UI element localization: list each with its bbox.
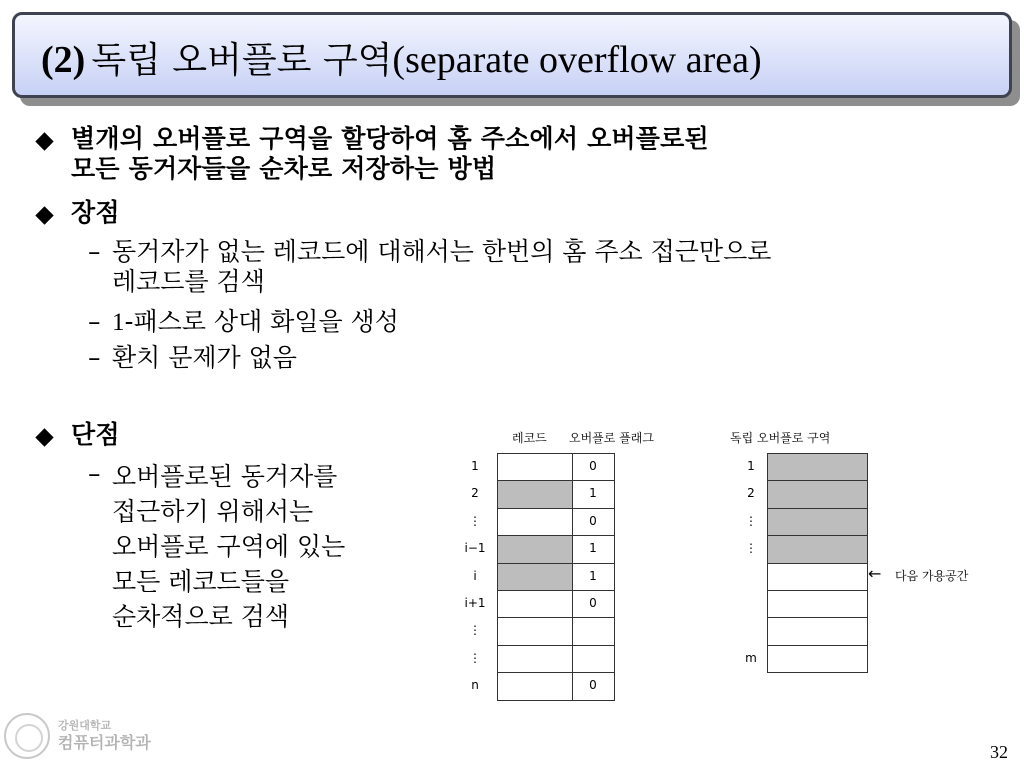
- overflow-flag-caption: 오버플로 플래그: [569, 431, 654, 445]
- university-seal-icon: [4, 713, 50, 759]
- row-label: ⋮: [469, 623, 481, 638]
- advantages-heading: 장점: [71, 198, 120, 227]
- row-label: 2: [471, 486, 479, 501]
- flag-value: 1: [589, 486, 597, 501]
- diamond-bullet-icon: [35, 206, 53, 224]
- disadvantage-line: 오버플로된 동거자를: [112, 462, 338, 491]
- record-cell: [497, 453, 573, 481]
- row-label: 1: [471, 459, 479, 473]
- overflow-cell: [767, 563, 868, 591]
- disadvantage-line: 오버플로 구역에 있는: [112, 532, 346, 561]
- flag-value: 0: [589, 596, 597, 610]
- record-cell: [497, 645, 573, 673]
- diamond-bullet-icon: [35, 132, 53, 150]
- row-label: i+1: [464, 596, 486, 610]
- dash-bullet: –: [88, 459, 101, 488]
- row-label: ⋮: [745, 541, 757, 556]
- record-cell: [497, 672, 573, 700]
- bullet-disadvantages: [38, 420, 120, 450]
- logo-department-name: 컴퓨터과학과: [58, 733, 151, 752]
- disadvantages-heading: 단점: [71, 420, 120, 449]
- flag-value: 0: [589, 513, 597, 528]
- disadvantage-line: 순차적으로 검색: [112, 602, 289, 631]
- bullet-main-text: 별개의 오버플로 구역을 할당하여 홈 주소에서 오버플로된 모든 동거자들을 순차로 저장하는 방법: [71, 124, 709, 183]
- row-label: n: [471, 678, 479, 693]
- flag-cell: [572, 617, 615, 645]
- flag-value: 0: [589, 678, 597, 693]
- advantage-3-text: 환치 문제가 없음: [112, 343, 297, 372]
- dash-bullet: –: [88, 237, 101, 266]
- title-number: (2): [41, 39, 86, 81]
- overflow-area-caption: 독립 오버플로 구역: [730, 431, 831, 445]
- flag-value: 1: [589, 568, 597, 583]
- advantage-1-line1: 동거자가 없는 레코드에 대해서는 한번의 홈 주소 접근만으로: [112, 237, 772, 266]
- bullet-advantages: [38, 198, 120, 228]
- advantage-2-num: 1: [112, 309, 125, 336]
- diamond-bullet-icon: [35, 428, 53, 446]
- overflow-cell: [767, 508, 868, 536]
- title-box: [12, 12, 1012, 98]
- record-cell: [497, 535, 573, 563]
- row-label: ⋮: [469, 513, 481, 528]
- disadvantage-line: 모든 레코드들을: [112, 567, 289, 596]
- disadvantage-item: [88, 459, 345, 634]
- advantage-item-3: [88, 343, 297, 373]
- next-available-space-label: 다음 가용공간: [895, 569, 969, 583]
- advantage-1-line2: 레코드를 검색: [112, 267, 265, 296]
- record-cell: [497, 563, 573, 591]
- record-cell: [497, 617, 573, 645]
- advantage-2-text: -패스로 상대 화일을 생성: [124, 307, 399, 336]
- disadvantage-line: 접근하기 위해서는: [112, 497, 314, 526]
- overflow-cell: [767, 453, 868, 481]
- advantage-item-2: [88, 307, 399, 338]
- record-cell: [497, 590, 573, 618]
- logo-university-name: 강원대학교: [58, 719, 112, 732]
- title-english: (separate overflow area): [392, 39, 762, 81]
- overflow-cell: [767, 590, 868, 618]
- advantage-item-1: [88, 237, 771, 297]
- overflow-cell: [767, 535, 868, 563]
- university-logo: [4, 713, 151, 759]
- slide-title: [41, 36, 762, 84]
- record-cell: [497, 508, 573, 536]
- overflow-cell: [767, 617, 868, 645]
- bullet-main: [38, 124, 709, 184]
- flag-cell: [572, 645, 615, 673]
- dash-bullet: –: [88, 307, 101, 336]
- row-label: 2: [747, 486, 755, 501]
- page-number: 32: [990, 742, 1008, 762]
- left-arrow-icon: ←: [868, 564, 882, 583]
- row-label: i: [473, 568, 477, 583]
- flag-value: 0: [589, 459, 597, 473]
- overflow-cell: [767, 645, 868, 673]
- row-label: m: [745, 650, 757, 665]
- row-label: ⋮: [745, 513, 757, 528]
- row-label: i−1: [464, 541, 486, 556]
- record-cell: [497, 480, 573, 508]
- row-label: 1: [747, 459, 755, 473]
- overflow-cell: [767, 480, 868, 508]
- flag-value: 1: [589, 541, 597, 556]
- record-caption: 레코드: [512, 431, 547, 445]
- row-label: ⋮: [469, 650, 481, 665]
- title-korean: 독립 오버플로 구역: [91, 40, 393, 81]
- dash-bullet: –: [88, 343, 101, 372]
